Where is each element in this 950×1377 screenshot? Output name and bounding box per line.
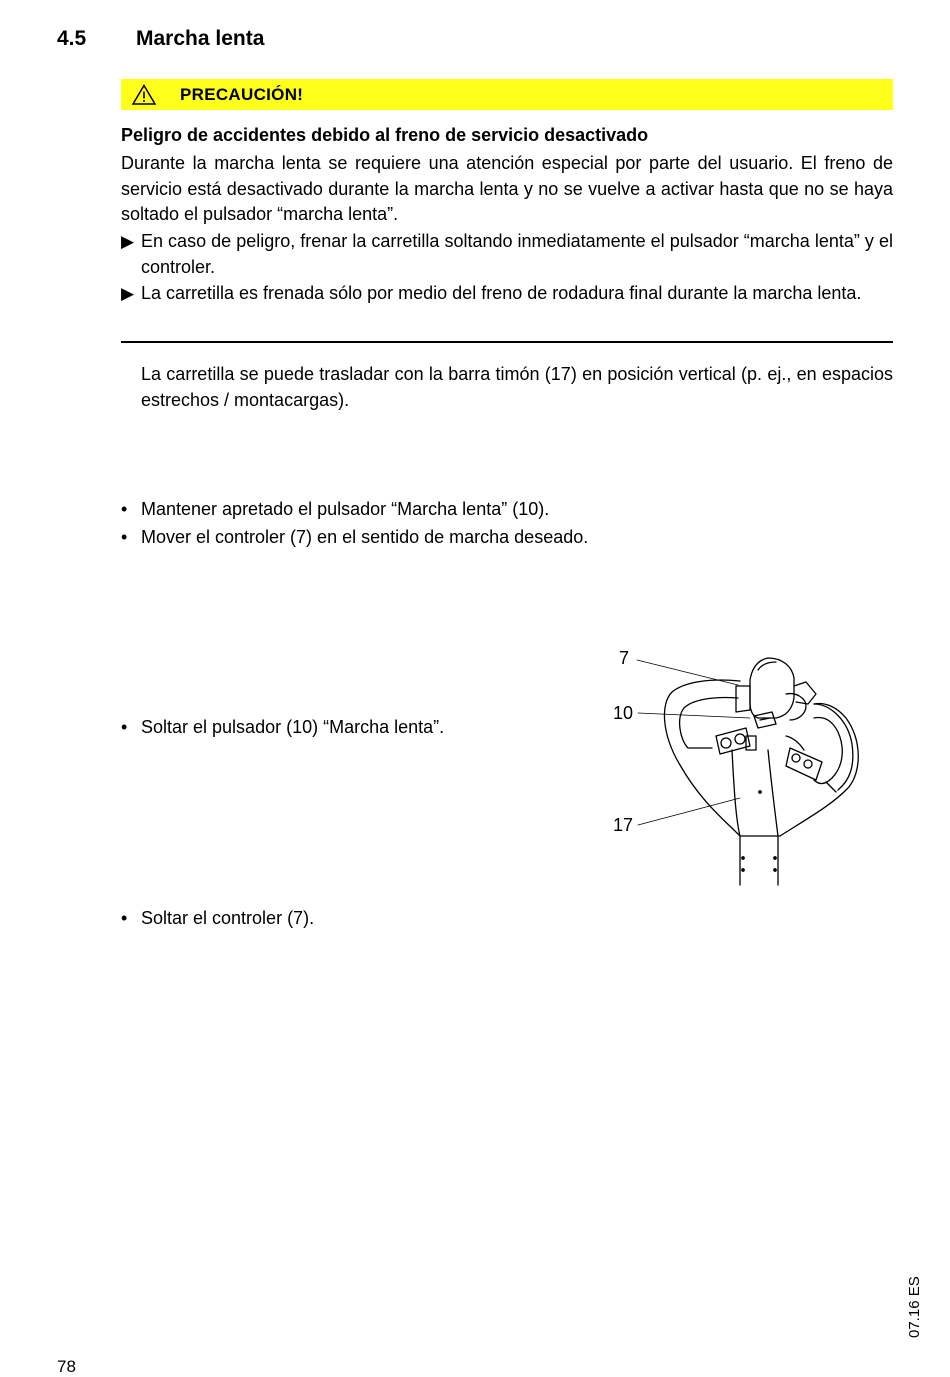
play-arrow-icon: ▶ — [121, 284, 135, 303]
caution-heading: Peligro de accidentes debido al freno de servicio desactivado — [121, 125, 649, 145]
callout-label: 17 — [613, 815, 634, 835]
caution-item — [121, 281, 893, 307]
play-arrow-icon: ▶ — [121, 232, 135, 251]
divider — [121, 341, 893, 343]
note-paragraph: La carretilla se puede trasladar con la barra timón (17) en posición vertical (p. ej., en espacios estrechos / montacargas). — [141, 364, 893, 410]
warning-triangle-icon — [132, 84, 156, 105]
callout-label: 7 — [619, 648, 630, 668]
footer-date: 07.16 ES — [906, 1276, 923, 1338]
bullet-icon: • — [121, 499, 128, 519]
step-text: Soltar el controler (7). — [141, 908, 315, 928]
section-number: 4.5 — [57, 27, 87, 50]
caution-label: PRECAUCIÓN! — [180, 85, 304, 104]
caution-paragraph: Durante la marcha lenta se requiere una atención especial por parte del usuario. El freno de servicio está desactivado durante la marcha lenta y no se vuelve a activar hasta que no se haya soltado el pulsador “marcha lenta”. — [121, 153, 893, 224]
page-number: 78 — [57, 1357, 76, 1376]
bullet-icon: • — [121, 908, 128, 928]
bullet-icon: • — [121, 527, 128, 547]
caution-item-text: La carretilla es frenada sólo por medio del freno de rodadura final durante la marcha lenta. — [141, 283, 862, 303]
bullet-icon: • — [121, 717, 128, 737]
step-text: Mantener apretado el pulsador “Marcha lenta” (10). — [141, 499, 550, 519]
section-title: Marcha lenta — [136, 27, 265, 50]
callout-label: 10 — [613, 703, 634, 723]
tiller-drawing — [600, 640, 900, 890]
caution-banner — [121, 79, 893, 110]
caution-item-text: En caso de peligro, frenar la carretilla soltando inmediatamente el pulsador “marcha lenta” y el controler. — [141, 231, 893, 277]
tiller-illustration — [600, 640, 900, 890]
caution-item — [121, 229, 893, 280]
step-text: Mover el controler (7) en el sentido de marcha deseado. — [141, 527, 589, 547]
step-text: Soltar el pulsador (10) “Marcha lenta”. — [141, 717, 445, 737]
